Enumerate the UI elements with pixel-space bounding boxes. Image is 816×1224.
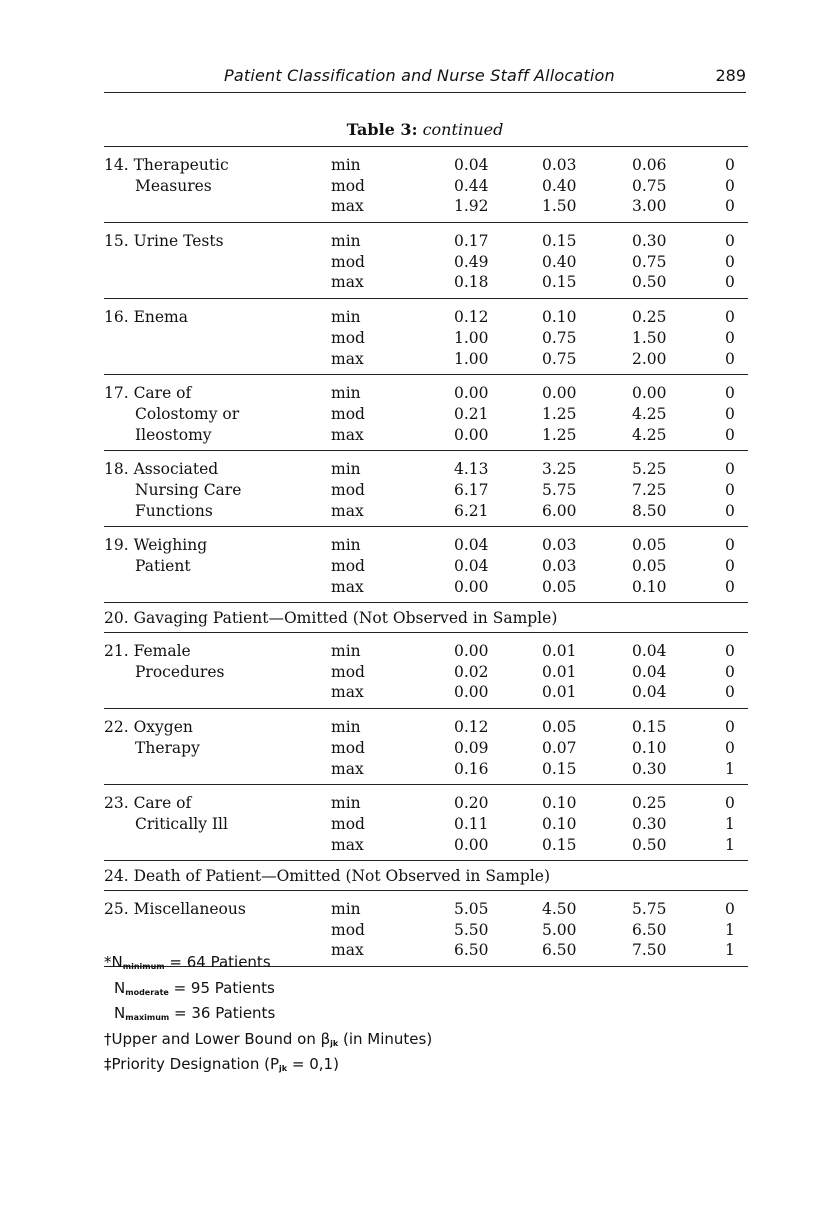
value-cell: 0.04 bbox=[454, 156, 489, 174]
table-row bbox=[104, 350, 748, 371]
bound-low-cell: 1.25 bbox=[542, 404, 577, 423]
value-cell: 0.00 bbox=[454, 835, 489, 854]
value-cell: 0.12 bbox=[454, 718, 489, 737]
priority-cell: 0 bbox=[725, 197, 735, 216]
level-cell: min bbox=[331, 536, 361, 555]
bound-high-cell: 0.25 bbox=[632, 794, 667, 813]
page-number: 289 bbox=[715, 66, 746, 85]
bound-high-cell: 0.30 bbox=[632, 759, 667, 778]
table-row bbox=[104, 794, 748, 815]
table-section bbox=[104, 374, 748, 450]
bound-high-cell: 0.75 bbox=[632, 176, 667, 195]
level-cell: max bbox=[331, 577, 364, 596]
value-cell: 6.50 bbox=[454, 941, 489, 960]
table-row bbox=[104, 177, 748, 198]
level-cell: min bbox=[331, 232, 361, 251]
bound-low-cell: 0.00 bbox=[542, 384, 577, 403]
value-cell: 0.00 bbox=[454, 577, 489, 596]
priority-cell: 0 bbox=[725, 718, 735, 737]
value-cell: 1.00 bbox=[454, 328, 489, 347]
priority-cell: 1 bbox=[725, 759, 735, 778]
bound-high-cell: 5.25 bbox=[632, 460, 667, 479]
bound-high-cell: 0.25 bbox=[632, 308, 667, 327]
footnote-n-minimum: $*N_{minimum} = 64$ Patients bbox=[104, 953, 271, 971]
bound-high-cell: 7.25 bbox=[632, 480, 667, 499]
value-cell: 5.05 bbox=[454, 899, 489, 918]
value-cell: 0.02 bbox=[454, 662, 489, 681]
priority-cell: 1 bbox=[725, 835, 735, 854]
bound-low-cell: 0.05 bbox=[542, 577, 577, 596]
table-section bbox=[104, 784, 748, 860]
section-label: Ileostomy bbox=[135, 425, 212, 444]
bound-high-cell: 0.04 bbox=[632, 662, 667, 681]
section-label: 16. Enema bbox=[104, 308, 188, 327]
priority-cell: 0 bbox=[725, 794, 735, 813]
table-row bbox=[104, 329, 748, 350]
bound-high-cell: 2.00 bbox=[632, 349, 667, 368]
bound-low-cell: 5.75 bbox=[542, 480, 577, 499]
table-row bbox=[104, 253, 748, 274]
bound-low-cell: 1.25 bbox=[542, 425, 577, 444]
table-row bbox=[104, 536, 748, 557]
priority-cell: 0 bbox=[725, 557, 735, 575]
running-header bbox=[104, 62, 746, 93]
bound-high-cell: 0.10 bbox=[632, 577, 667, 596]
bound-low-cell: 0.10 bbox=[542, 308, 577, 327]
section-label: 14. Therapeutic bbox=[104, 156, 229, 174]
footnote-n-moderate: $N_{moderate} = 95$ Patients bbox=[114, 978, 275, 997]
value-cell: 0.00 bbox=[454, 642, 489, 661]
bound-high-cell: 1.50 bbox=[632, 328, 667, 347]
level-cell: min bbox=[331, 156, 361, 174]
priority-cell: 1 bbox=[725, 941, 735, 960]
bound-high-cell: 0.15 bbox=[632, 718, 667, 737]
table-section bbox=[104, 298, 748, 374]
bound-low-cell: 0.03 bbox=[542, 536, 577, 555]
value-cell: 0.12 bbox=[454, 308, 489, 327]
level-cell: min bbox=[331, 460, 361, 479]
table-caption-label: Table 3: bbox=[346, 120, 418, 139]
bound-low-cell: 0.01 bbox=[542, 683, 577, 702]
bound-high-cell: 0.50 bbox=[632, 273, 667, 292]
value-cell: 0.20 bbox=[454, 794, 489, 813]
bound-high-cell: 4.25 bbox=[632, 404, 667, 423]
table-row bbox=[104, 578, 748, 599]
table-section bbox=[104, 146, 748, 222]
value-cell: 0.16 bbox=[454, 759, 489, 778]
table-row bbox=[104, 739, 748, 760]
level-cell: max bbox=[331, 759, 364, 778]
priority-cell: 0 bbox=[725, 899, 735, 918]
table-row bbox=[104, 197, 748, 218]
table-row bbox=[104, 836, 748, 857]
priority-cell: 1 bbox=[725, 814, 735, 833]
priority-cell: 0 bbox=[725, 501, 735, 520]
table-row bbox=[104, 557, 748, 578]
priority-cell: 0 bbox=[725, 308, 735, 327]
bound-low-cell: 4.50 bbox=[542, 899, 577, 918]
priority-cell: 1 bbox=[725, 920, 735, 939]
priority-cell: 0 bbox=[725, 384, 735, 403]
table-row bbox=[104, 460, 748, 481]
priority-cell: 0 bbox=[725, 328, 735, 347]
priority-cell: 0 bbox=[725, 738, 735, 757]
section-label: 25. Miscellaneous bbox=[104, 899, 246, 918]
priority-cell: 0 bbox=[725, 349, 735, 368]
table-row bbox=[104, 900, 748, 921]
footnotes bbox=[104, 952, 746, 1080]
priority-cell: 0 bbox=[725, 404, 735, 423]
table-row bbox=[104, 426, 748, 447]
omitted-text: 24. Death of Patient—Omitted (Not Observed in Sample) bbox=[104, 867, 551, 886]
value-cell: 0.04 bbox=[454, 557, 489, 575]
section-label: 18. Associated bbox=[104, 460, 219, 479]
bound-high-cell: 0.30 bbox=[632, 232, 667, 251]
bound-low-cell: 0.15 bbox=[542, 759, 577, 778]
value-cell: 0.49 bbox=[454, 252, 489, 271]
level-cell: max bbox=[331, 835, 364, 854]
bound-high-cell: 0.00 bbox=[632, 384, 667, 403]
bound-low-cell: 0.01 bbox=[542, 662, 577, 681]
level-cell: mod bbox=[331, 738, 365, 757]
footnote-priority: ‡Priority Designation $(P_{jk} = 0,1)$ bbox=[104, 1055, 339, 1073]
section-label: Measures bbox=[135, 176, 212, 195]
level-cell: max bbox=[331, 273, 364, 292]
level-cell: mod bbox=[331, 480, 365, 499]
level-cell: mod bbox=[331, 176, 365, 195]
value-cell: 0.21 bbox=[454, 404, 489, 423]
bound-high-cell: 0.75 bbox=[632, 252, 667, 271]
footnote-bound: †Upper and Lower Bound on $\beta_{jk}$ (in Minutes) bbox=[104, 1029, 433, 1048]
bound-high-cell: 0.05 bbox=[632, 557, 667, 575]
bound-low-cell: 0.40 bbox=[542, 252, 577, 271]
table-row bbox=[104, 815, 748, 836]
level-cell: min bbox=[331, 718, 361, 737]
table-row bbox=[104, 405, 748, 426]
table-row bbox=[104, 921, 748, 942]
table-row bbox=[104, 609, 748, 630]
section-label: Procedures bbox=[135, 662, 225, 681]
table-section bbox=[104, 632, 748, 708]
section-label: Therapy bbox=[135, 738, 200, 757]
priority-cell: 0 bbox=[725, 252, 735, 271]
bound-low-cell: 0.15 bbox=[542, 835, 577, 854]
table-row bbox=[104, 384, 748, 405]
section-label: Functions bbox=[135, 501, 213, 520]
level-cell: mod bbox=[331, 328, 365, 347]
value-cell: 0.00 bbox=[454, 384, 489, 403]
value-cell: 4.13 bbox=[454, 460, 489, 479]
bound-low-cell: 6.00 bbox=[542, 501, 577, 520]
priority-cell: 0 bbox=[725, 536, 735, 555]
priority-cell: 0 bbox=[725, 176, 735, 195]
bound-high-cell: 0.05 bbox=[632, 536, 667, 555]
level-cell: mod bbox=[331, 920, 365, 939]
priority-cell: 0 bbox=[725, 642, 735, 661]
priority-cell: 0 bbox=[725, 577, 735, 596]
priority-cell: 0 bbox=[725, 480, 735, 499]
bound-low-cell: 0.03 bbox=[542, 557, 577, 575]
bound-high-cell: 0.10 bbox=[632, 738, 667, 757]
value-cell: 1.92 bbox=[454, 197, 489, 216]
level-cell: max bbox=[331, 501, 364, 520]
value-cell: 0.18 bbox=[454, 273, 489, 292]
level-cell: mod bbox=[331, 814, 365, 833]
level-cell: min bbox=[331, 899, 361, 918]
section-label: Patient bbox=[135, 557, 191, 575]
section-label: 23. Care of bbox=[104, 794, 192, 813]
value-cell: 0.00 bbox=[454, 683, 489, 702]
priority-cell: 0 bbox=[725, 156, 735, 174]
level-cell: min bbox=[331, 384, 361, 403]
priority-cell: 0 bbox=[725, 232, 735, 251]
table-caption-text: continued bbox=[422, 120, 504, 139]
value-cell: 6.21 bbox=[454, 501, 489, 520]
priority-cell: 0 bbox=[725, 273, 735, 292]
omitted-text: 20. Gavaging Patient—Omitted (Not Observed in Sample) bbox=[104, 609, 558, 628]
footnote-n-maximum: $N_{maximum} = 36$ Patients bbox=[114, 1004, 276, 1022]
table-row bbox=[104, 273, 748, 294]
table-row bbox=[104, 683, 748, 704]
bound-low-cell: 0.15 bbox=[542, 273, 577, 292]
section-label: 19. Weighing bbox=[104, 536, 208, 555]
value-cell: 0.09 bbox=[454, 738, 489, 757]
bound-high-cell: 7.50 bbox=[632, 941, 667, 960]
bound-low-cell: 0.05 bbox=[542, 718, 577, 737]
level-cell: mod bbox=[331, 252, 365, 271]
level-cell: max bbox=[331, 425, 364, 444]
table-row bbox=[104, 718, 748, 739]
bound-high-cell: 0.06 bbox=[632, 156, 667, 174]
table-row bbox=[104, 156, 748, 177]
table-section bbox=[104, 222, 748, 298]
bound-high-cell: 6.50 bbox=[632, 920, 667, 939]
bound-low-cell: 6.50 bbox=[542, 941, 577, 960]
omitted-row bbox=[104, 860, 748, 890]
table-row bbox=[104, 663, 748, 684]
section-label: Colostomy or bbox=[135, 404, 240, 423]
bound-low-cell: 5.00 bbox=[542, 920, 577, 939]
priority-cell: 0 bbox=[725, 683, 735, 702]
value-cell: 6.17 bbox=[454, 480, 489, 499]
level-cell: max bbox=[331, 197, 364, 216]
table-row bbox=[104, 308, 748, 329]
value-cell: 0.00 bbox=[454, 425, 489, 444]
section-label: 15. Urine Tests bbox=[104, 232, 224, 251]
table-caption bbox=[104, 120, 746, 139]
bound-low-cell: 0.07 bbox=[542, 738, 577, 757]
data-table bbox=[104, 146, 748, 967]
bound-low-cell: 0.75 bbox=[542, 328, 577, 347]
bound-low-cell: 1.50 bbox=[542, 197, 577, 216]
bound-low-cell: 0.01 bbox=[542, 642, 577, 661]
level-cell: max bbox=[331, 941, 364, 960]
value-cell: 0.04 bbox=[454, 536, 489, 555]
level-cell: mod bbox=[331, 662, 365, 681]
value-cell: 0.44 bbox=[454, 176, 489, 195]
table-row bbox=[104, 481, 748, 502]
bound-low-cell: 3.25 bbox=[542, 460, 577, 479]
level-cell: mod bbox=[331, 404, 365, 423]
bound-low-cell: 0.15 bbox=[542, 232, 577, 251]
bound-high-cell: 3.00 bbox=[632, 197, 667, 216]
bound-low-cell: 0.10 bbox=[542, 814, 577, 833]
table-section bbox=[104, 450, 748, 526]
bound-high-cell: 8.50 bbox=[632, 501, 667, 520]
level-cell: min bbox=[331, 308, 361, 327]
table-row bbox=[104, 502, 748, 523]
bound-high-cell: 0.50 bbox=[632, 835, 667, 854]
value-cell: 0.17 bbox=[454, 232, 489, 251]
value-cell: 5.50 bbox=[454, 920, 489, 939]
level-cell: min bbox=[331, 794, 361, 813]
section-label: Critically Ill bbox=[135, 814, 228, 833]
section-label: 22. Oxygen bbox=[104, 718, 193, 737]
priority-cell: 0 bbox=[725, 425, 735, 444]
bound-high-cell: 0.04 bbox=[632, 642, 667, 661]
level-cell: min bbox=[331, 642, 361, 661]
section-label: 17. Care of bbox=[104, 384, 192, 403]
bound-high-cell: 4.25 bbox=[632, 425, 667, 444]
table-section bbox=[104, 526, 748, 602]
running-title: Patient Classification and Nurse Staff Allocation bbox=[224, 66, 615, 85]
level-cell: max bbox=[331, 349, 364, 368]
table-section bbox=[104, 708, 748, 784]
section-label: Nursing Care bbox=[135, 480, 242, 499]
table-row bbox=[104, 642, 748, 663]
value-cell: 1.00 bbox=[454, 349, 489, 368]
table-row bbox=[104, 232, 748, 253]
table-row bbox=[104, 760, 748, 781]
bound-low-cell: 0.03 bbox=[542, 156, 577, 174]
value-cell: 0.11 bbox=[454, 814, 489, 833]
omitted-row bbox=[104, 602, 748, 632]
priority-cell: 0 bbox=[725, 460, 735, 479]
bound-low-cell: 0.40 bbox=[542, 176, 577, 195]
priority-cell: 0 bbox=[725, 662, 735, 681]
bound-high-cell: 0.30 bbox=[632, 814, 667, 833]
bound-low-cell: 0.75 bbox=[542, 349, 577, 368]
level-cell: max bbox=[331, 683, 364, 702]
bound-high-cell: 5.75 bbox=[632, 899, 667, 918]
table-row bbox=[104, 867, 748, 888]
level-cell: mod bbox=[331, 557, 365, 575]
section-label: 21. Female bbox=[104, 642, 191, 661]
bound-low-cell: 0.10 bbox=[542, 794, 577, 813]
bound-high-cell: 0.04 bbox=[632, 683, 667, 702]
